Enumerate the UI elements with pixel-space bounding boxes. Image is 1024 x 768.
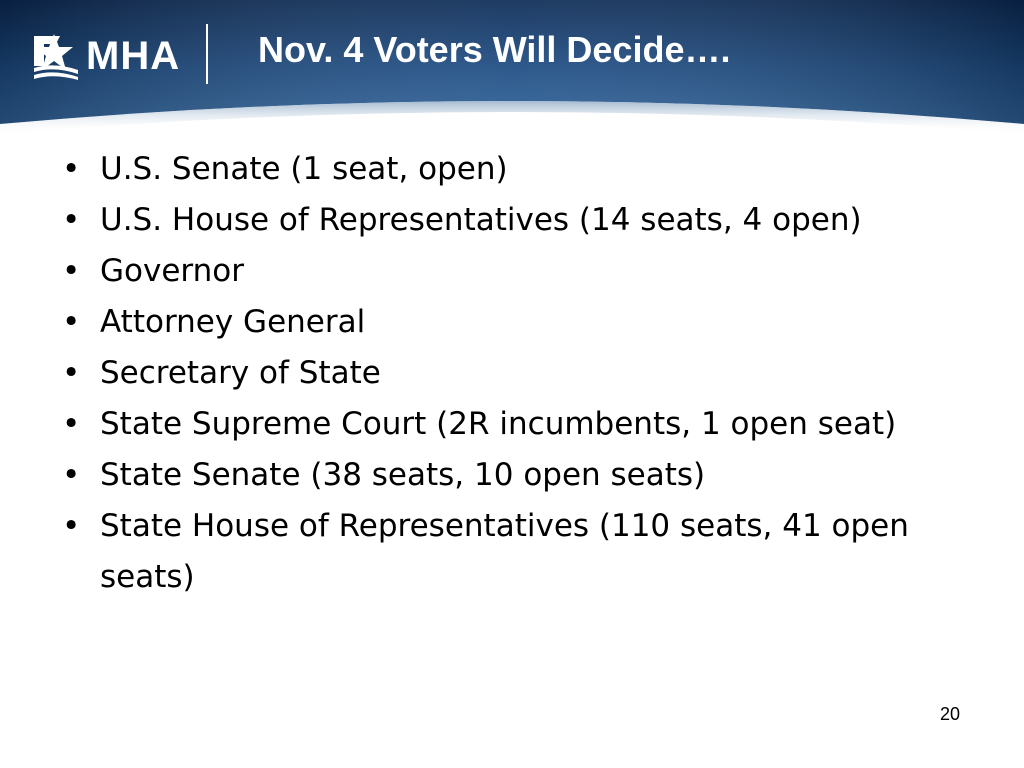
page-number: 20 <box>939 704 961 724</box>
list-item-text: Attorney General <box>100 304 366 340</box>
bullet-dot: • <box>62 304 81 340</box>
list-item-text: State Supreme Court (2R incumbents, 1 open seat) <box>100 406 897 442</box>
list-item <box>58 348 958 399</box>
bullet-dot: • <box>62 202 81 238</box>
list-item <box>58 501 958 603</box>
header-divider <box>206 24 208 84</box>
logo-text: MHA <box>86 34 181 78</box>
slide-title: Nov. 4 Voters Will Decide…. <box>258 29 731 70</box>
bullet-dot: • <box>62 253 81 289</box>
list-item-text: Secretary of State <box>100 355 381 391</box>
list-item-text: State House of Representatives (110 seats, 41 open seats) <box>100 508 909 595</box>
bullet-dot: • <box>62 457 81 493</box>
bullet-dot: • <box>62 508 81 544</box>
list-item <box>58 144 958 195</box>
list-item <box>58 195 958 246</box>
list-item <box>58 297 958 348</box>
list-item-text: State Senate (38 seats, 10 open seats) <box>100 457 706 493</box>
bullet-dot: • <box>62 151 81 187</box>
list-item <box>58 399 958 450</box>
list-item <box>58 450 958 501</box>
mha-logo <box>30 28 180 84</box>
list-item-text: U.S. House of Representatives (14 seats, 4 open) <box>100 202 862 238</box>
star-logo-icon <box>30 30 82 82</box>
list-item-text: Governor <box>100 253 244 289</box>
bullet-dot: • <box>62 406 81 442</box>
list-item-text: U.S. Senate (1 seat, open) <box>100 151 508 187</box>
list-item <box>58 246 958 297</box>
bullet-dot: • <box>62 355 81 391</box>
bullet-list <box>58 144 958 603</box>
